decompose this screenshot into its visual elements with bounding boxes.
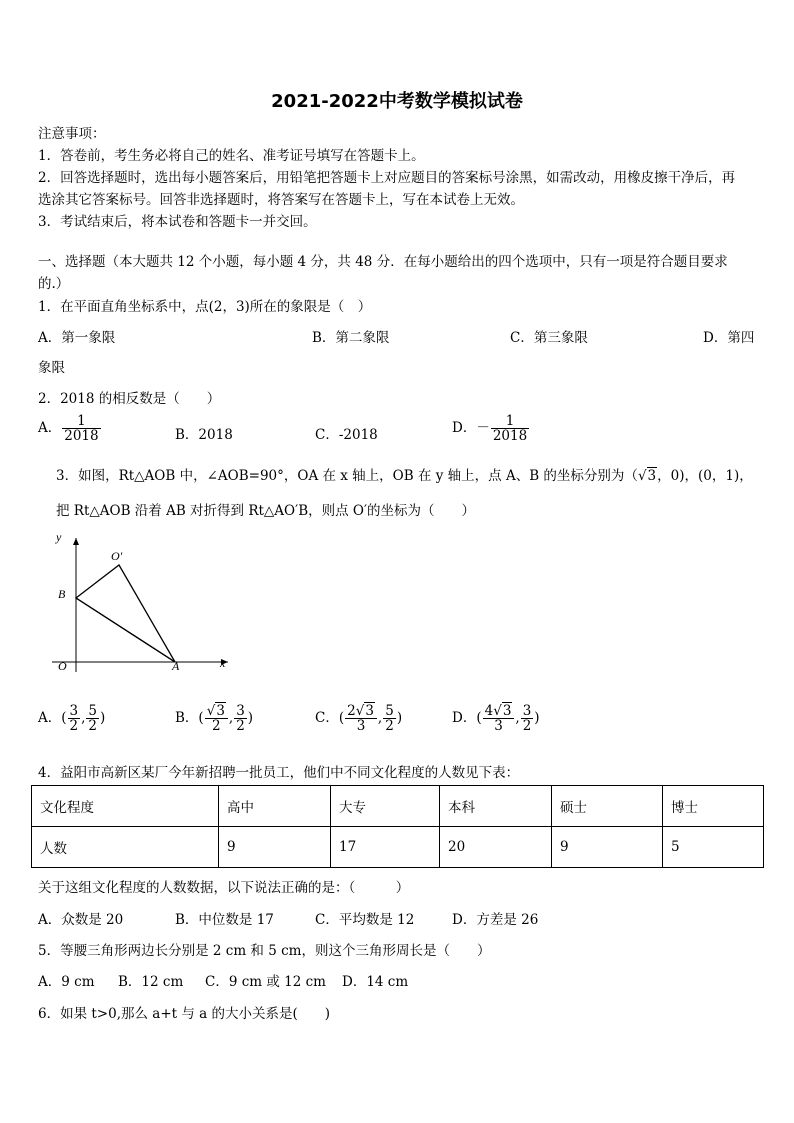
denominator: 2	[522, 718, 532, 734]
q1-option-d-cont: 象限	[38, 360, 65, 376]
denominator: 2018	[64, 428, 99, 444]
coefficient: 4	[484, 703, 494, 719]
fraction	[491, 414, 529, 443]
fraction	[345, 704, 377, 733]
numerator: 2√3	[345, 704, 377, 719]
notice-item: 选涂其它答案标号。回答非选择题时，将答案写在答题卡上，写在本试卷上无效。	[38, 192, 524, 208]
fraction	[62, 414, 100, 443]
denominator: 3	[356, 718, 366, 734]
numerator: 5	[385, 703, 394, 719]
q2-option-c: C．-2018	[315, 427, 378, 443]
table-header-cell: 文化程度	[32, 786, 219, 827]
table-header-cell: 博士	[663, 786, 764, 827]
fraction	[205, 704, 228, 733]
option-label: D．	[452, 710, 477, 726]
q5-stem: 5．等腰三角形两边长分别是 2 cm 和 5 cm，则这个三角形周长是（ ）	[38, 943, 491, 959]
q3-option-a: A．( $\frac{3}{2}$ , $\frac{5}{2}$ )	[38, 703, 106, 734]
table-cell: 17	[331, 827, 440, 868]
table-header-cell: 硕士	[552, 786, 663, 827]
q6-stem: 6．如果 t>0,那么 a+t 与 a 的大小关系是( )	[38, 1006, 331, 1022]
q3-stem-line2: 把 Rt△AOB 沿着 AB 对折得到 Rt△AO′B，则点 O′的坐标为（ ）	[56, 503, 476, 519]
coefficient: 2	[347, 703, 356, 719]
q1-option-b: B．第二象限	[312, 330, 390, 346]
denominator: 2	[69, 718, 79, 734]
numerator: √3	[205, 704, 228, 719]
numerator: 1	[62, 414, 100, 429]
fraction	[383, 704, 396, 733]
q4-option-d: D．方差是 26	[452, 912, 539, 928]
q1-option-c: C．第三象限	[510, 330, 588, 346]
stem-text: 3．如图，Rt△AOB 中，∠AOB=90°，OA 在 x 轴上，OB 在 y 轴上，点 A、B 的坐标分别为（	[56, 468, 638, 484]
point-o-prime-label: O′	[111, 549, 123, 563]
denominator: 2	[385, 718, 394, 734]
q1-stem: 1．在平面直角坐标系中，点(2，3)所在的象限是（ ）	[38, 299, 372, 315]
fraction	[521, 704, 534, 733]
q1-option-a: A．第一象限	[38, 330, 116, 346]
option-label: D．－	[452, 420, 490, 436]
q5-option-a: A．9 cm	[38, 974, 95, 990]
fraction	[86, 704, 99, 733]
numerator: 3	[522, 703, 532, 719]
fraction	[234, 704, 247, 733]
q4-question: 关于这组文化程度的人数数据，以下说法正确的是：（ ）	[38, 880, 410, 896]
fraction	[483, 704, 515, 733]
q5-option-d: D．14 cm	[342, 974, 409, 990]
origin-label: O	[58, 659, 67, 673]
stem-text: ，0)，(0，1)，	[657, 468, 753, 484]
page-title: 2021-2022中考数学模拟试卷	[271, 91, 523, 112]
point-b-label: B	[58, 587, 66, 601]
table-header-row	[32, 786, 764, 827]
q2-option-b: B．2018	[175, 427, 233, 443]
table-cell: 人数	[32, 827, 219, 868]
education-table	[31, 785, 764, 868]
table-cell: 9	[552, 827, 663, 868]
table-row	[32, 827, 764, 868]
q4-option-b: B．中位数是 17	[175, 912, 274, 928]
q5-option-c: C．9 cm 或 12 cm	[205, 974, 326, 990]
numerator: 4√3	[483, 704, 515, 719]
radicand: 3	[502, 703, 512, 719]
numerator: 3	[69, 703, 79, 719]
q1-option-d: D．第四	[703, 330, 755, 346]
point-a-label: A	[172, 659, 180, 673]
radicand: 3	[365, 703, 374, 719]
section-heading: 一、选择题（本大题共 12 个小题，每小题 4 分，共 48 分．在每小题给出的四个选项中，只有一项是符合题目要求	[38, 254, 728, 270]
q3-option-c: C．( $\frac{2√3}{3}$ , $\frac{5}{2}$ )	[315, 703, 403, 734]
notice-item: 3．考试结束后，将本试卷和答题卡一并交回。	[38, 214, 317, 230]
radicand: 3	[216, 703, 225, 719]
x-label: x	[220, 656, 226, 670]
table-header-cell: 大专	[331, 786, 440, 827]
table-header-cell: 本科	[440, 786, 552, 827]
q3-figure	[50, 530, 235, 675]
radicand: 3	[647, 468, 657, 484]
option-label: B．	[175, 710, 199, 726]
denominator: 2	[236, 718, 245, 734]
notice-item: 1．答卷前，考生务必将自己的姓名、准考证号填写在答题卡上。	[38, 148, 425, 164]
q4-option-c: C．平均数是 12	[315, 912, 415, 928]
q4-option-a: A．众数是 20	[38, 912, 124, 928]
q5-option-b: B．12 cm	[118, 974, 184, 990]
section-heading-cont: 的.）	[38, 276, 70, 292]
denominator: 2	[88, 718, 98, 734]
folded-triangle	[76, 565, 175, 662]
q3-stem-line1: 3．如图，Rt△AOB 中，∠AOB=90°，OA 在 x 轴上，OB 在 y 轴上，点 A、B 的坐标分别为（√3，0)，(0，1)，	[56, 468, 753, 484]
q2-option-a	[38, 414, 102, 443]
denominator: 3	[494, 718, 503, 734]
option-label: A．	[38, 420, 62, 436]
fraction	[68, 704, 81, 733]
table-cell: 5	[663, 827, 764, 868]
y-label: y	[56, 530, 62, 544]
option-label: C．	[315, 710, 339, 726]
numerator: 3	[236, 703, 245, 719]
segment-ab	[76, 598, 175, 662]
notice-item: 2．回答选择题时，选出每小题答案后，用铅笔把答题卡上对应题目的答案标号涂黑，如需改动，用橡皮擦干净后，再	[38, 170, 736, 186]
denominator: 2	[212, 718, 221, 734]
numerator: 5	[88, 703, 98, 719]
q2-stem: 2．2018 的相反数是（ ）	[38, 391, 221, 407]
q2-option-d	[452, 414, 530, 443]
q3-option-b: B．( $\frac{√3}{2}$ , $\frac{3}{2}$ )	[175, 703, 254, 734]
table-cell: 20	[440, 827, 552, 868]
notice-heading: 注意事项：	[38, 126, 106, 142]
option-label: A．	[38, 710, 62, 726]
q4-stem: 4．益阳市高新区某厂今年新招聘一批员工，他们中不同文化程度的人数见下表：	[38, 765, 520, 781]
denominator: 2018	[492, 428, 528, 444]
table-cell: 9	[219, 827, 331, 868]
table-header-cell: 高中	[219, 786, 331, 827]
y-axis-arrow	[73, 538, 79, 545]
numerator: 1	[491, 414, 529, 429]
q3-option-d: D．( $\frac{4√3}{3}$ , $\frac{3}{2}$ )	[452, 703, 540, 734]
